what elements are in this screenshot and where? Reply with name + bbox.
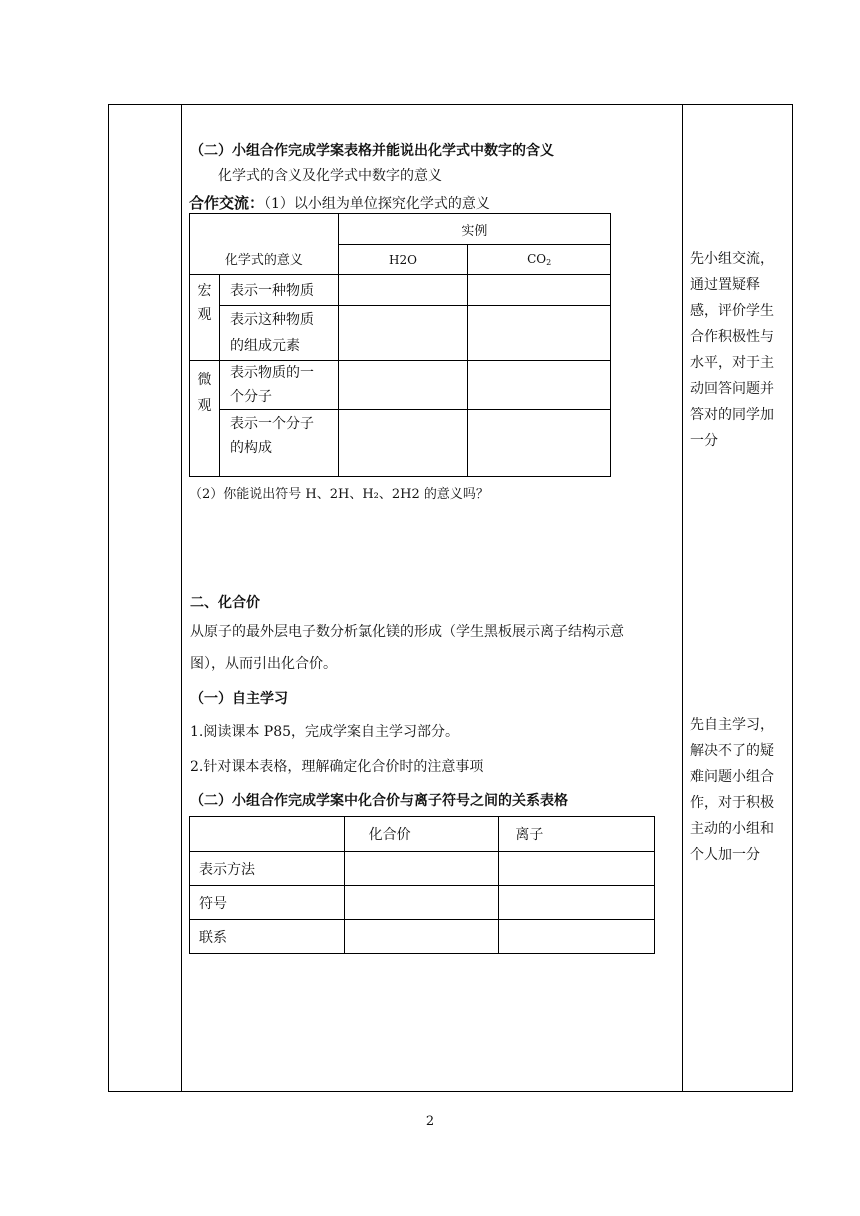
valence-ion-table	[189, 816, 655, 954]
cell-valence-symbol	[344, 886, 499, 920]
header-example-cell	[338, 214, 610, 245]
cell-h2o-r3	[338, 361, 468, 410]
section1-subtitle: 化学式的含义及化学式中数字的意义	[218, 168, 442, 184]
macro-label-cell	[190, 275, 220, 361]
cell-ion-method	[499, 852, 655, 886]
page-number: 2	[425, 1114, 435, 1129]
row-2-line-2: 的组成元素	[229, 338, 300, 354]
header-meaning: 化学式的意义	[224, 253, 303, 268]
cell-ion-relation	[499, 920, 655, 954]
question-2: （2）你能说出符号 H、2H、H₂、2H2 的意义吗？	[189, 487, 489, 502]
coop-line	[189, 193, 490, 214]
col-h2o-cell	[338, 245, 468, 275]
intro-line-2: 图），从而引出化合价。	[190, 656, 337, 672]
row-3-line-1: 表示物质的一	[229, 365, 314, 381]
cell-h2o-r1	[338, 275, 468, 306]
cell-ion-symbol	[499, 886, 655, 920]
header-valence	[344, 817, 499, 852]
row-label-symbol: 符号	[190, 886, 345, 920]
row-meaning-cell	[219, 306, 338, 361]
row-meaning-cell	[219, 275, 338, 306]
macro-label-1: 宏	[197, 283, 212, 299]
side-note-2: 先自主学习，解决不了的疑难问题小组合作，对于积极主动的小组和个人加一分	[690, 717, 774, 863]
row-2-line-1: 表示这种物质	[229, 312, 314, 328]
micro-label-1: 微	[197, 372, 212, 388]
cell-valence-relation	[344, 920, 499, 954]
col-h2o: H2O	[389, 252, 417, 267]
col-co2: CO	[527, 252, 547, 266]
row-meaning-cell	[219, 410, 338, 477]
row-1-text: 表示一种物质	[229, 283, 314, 299]
subsection-group-work: （二）小组合作完成学案中化合价与离子符号之间的关系表格	[190, 793, 568, 809]
col-co2-subscript: 2	[546, 258, 552, 267]
cell-co2-r3	[468, 361, 611, 410]
row-4-line-2: 的构成	[229, 440, 272, 456]
cell-co2-r1	[468, 275, 611, 306]
row-3-line-2: 个分子	[229, 389, 272, 405]
corner-cell	[190, 817, 345, 852]
row-label-relation: 联系	[190, 920, 345, 954]
column-divider-right	[682, 104, 683, 1092]
subsection-self-study: （一）自主学习	[190, 691, 288, 707]
cell-h2o-r4	[338, 410, 468, 477]
section1-heading: （二）小组合作完成学案表格并能说出化学式中数字的含义	[190, 143, 554, 159]
section2-heading: 二、化合价	[190, 595, 260, 611]
micro-label-2: 观	[197, 398, 212, 414]
header-example: 实例	[461, 223, 488, 239]
column-divider-left	[181, 104, 182, 1092]
row-meaning-cell	[219, 361, 338, 410]
cell-valence-method	[344, 852, 499, 886]
header-ion	[499, 817, 655, 852]
row-label-method: 表示方法	[190, 852, 345, 886]
cell-h2o-r2	[338, 306, 468, 361]
row-4-line-1: 表示一个分子	[229, 416, 314, 432]
intro-line-1: 从原子的最外层电子数分析氯化镁的形成（学生黑板展示离子结构示意	[190, 624, 624, 640]
cell-co2-r4	[468, 410, 611, 477]
micro-label-cell	[190, 361, 220, 477]
header-meaning-cell	[190, 214, 339, 275]
header-valence-text: 化合价	[368, 827, 411, 843]
macro-label-2: 观	[197, 307, 212, 323]
formula-meaning-table	[189, 213, 611, 477]
coop-label: 合作交流：	[189, 194, 265, 212]
cell-co2-r2	[468, 306, 611, 361]
coop-text: （1）以小组为单位探究化学式的意义	[264, 196, 490, 212]
col-co2-cell	[468, 245, 611, 275]
header-ion-text: 离子	[515, 827, 544, 843]
step-1: 1.阅读课本 P85，完成学案自主学习部分。	[190, 724, 460, 740]
step-2: 2.针对课本表格，理解确定化合价时的注意事项	[190, 759, 484, 775]
side-note-1: 先小组交流，通过置疑释感，评价学生合作积极性与水平，对于主动回答问题并答对的同学加一分	[690, 251, 774, 449]
